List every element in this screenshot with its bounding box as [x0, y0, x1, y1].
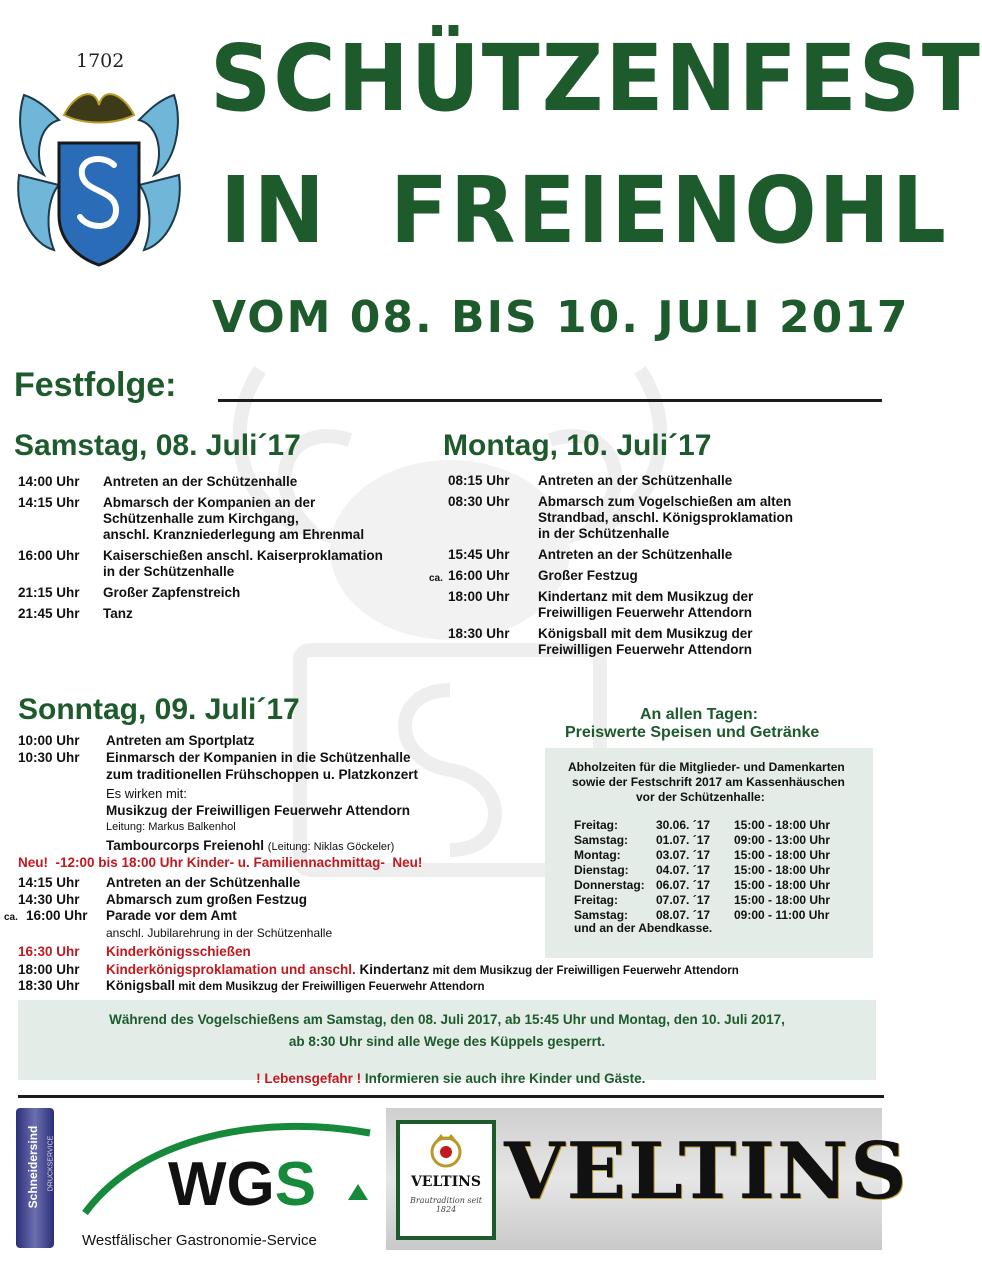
wgs-logo: WGS — [168, 1150, 317, 1219]
abendkasse: und an der Abendkasse. — [574, 921, 713, 935]
karten-date: 03.07. ´17 — [656, 848, 711, 862]
karten-date: 08.07. ´17 — [656, 908, 711, 922]
karten-time: 15:00 - 18:00 Uhr — [734, 863, 831, 877]
schedule-text: Tanz — [103, 606, 133, 621]
an-allen-tagen: An allen Tagen: — [640, 706, 758, 723]
schedule-text: Kaiserschießen anschl. Kaiserproklamation — [103, 548, 383, 563]
schedule-text: Abmarsch zum Vogelschießen am alten — [538, 494, 792, 509]
schedule-text: Freiwilligen Feuerwehr Attendorn — [538, 642, 753, 657]
karten-day: Freitag: — [574, 893, 619, 907]
tambourcorps: Tambourcorps Freienohl (Leitung: Niklas Göckeler) — [106, 838, 395, 853]
schedule-text: Großer Festzug — [538, 568, 638, 583]
sonntag-heading: Sonntag, 09. Juli´17 — [18, 693, 300, 726]
schedule-time: 14:15 Uhr — [18, 495, 80, 510]
schedule-time: 15:45 Uhr — [448, 547, 510, 562]
veltins-badge — [396, 1120, 496, 1240]
karten-intro-3: vor der Schützenhalle: — [636, 790, 765, 804]
montag-schedule — [429, 473, 870, 657]
schedule-text: Antreten an der Schützenhalle — [103, 474, 298, 489]
schedule-time: 18:30 Uhr — [448, 626, 510, 641]
veltins-banner — [386, 1108, 909, 1250]
karten-day: Montag: — [574, 848, 621, 862]
crest — [14, 45, 184, 270]
karten-date: 06.07. ´17 — [656, 878, 711, 892]
karten-time: 15:00 - 18:00 Uhr — [734, 893, 831, 907]
schedule-time: 21:45 Uhr — [18, 606, 80, 621]
schedule-text: Antreten an der Schützenhalle — [538, 547, 733, 562]
schedule-time: 16:00 Uhr — [448, 568, 510, 583]
karten-date: 30.06. ´17 — [656, 818, 711, 832]
samstag-schedule — [18, 474, 438, 624]
festfolge-label: Festfolge: — [14, 366, 177, 404]
karten-day: Donnerstag: — [574, 878, 645, 892]
karten-intro-2: sowie der Festschrift 2017 am Kassenhäuschen — [572, 775, 845, 789]
notice-line-2: ab 8:30 Uhr sind alle Wege des Küppels gesperrt. — [288, 1034, 606, 1049]
festfolge-underline — [218, 399, 882, 402]
karten-day: Samstag: — [574, 833, 629, 847]
karten-day: Samstag: — [574, 908, 629, 922]
montag-heading: Montag, 10. Juli´17 — [443, 429, 712, 462]
schedule-time: 21:15 Uhr — [18, 585, 80, 600]
schedule-text: Schützenhalle zum Kirchgang, — [103, 511, 299, 526]
karten-time: 09:00 - 11:00 Uhr — [734, 908, 830, 922]
crest-icon — [14, 65, 184, 265]
druckservice-text: DRUCKSERVICE — [47, 1135, 55, 1192]
notice-line-3: ! Lebensgefahr ! Informieren sie auch ihre Kinder und Gäste. — [256, 1071, 646, 1086]
samstag-heading: Samstag, 08. Juli´17 — [14, 429, 301, 462]
schedule-time: 08:15 Uhr — [448, 473, 510, 488]
veltins-wordmark: VELTINS — [504, 1126, 909, 1217]
title-line-2: IN FREIENOHL — [220, 157, 948, 265]
schedule-time: 08:30 Uhr — [448, 494, 510, 509]
crest-year: 1702 — [76, 50, 125, 72]
schedule-text: anschl. Kranzniederlegung am Ehrenmal — [103, 527, 365, 542]
leitung-balkenhol: Leitung: Markus Balkenhol — [106, 821, 236, 833]
title-line-1: SCHÜTZENFEST — [210, 25, 982, 133]
wgs-subtitle: Westfälischer Gastronomie-Service — [82, 1232, 317, 1249]
schedule-text: Strandbad, anschl. Königsproklamation — [538, 510, 794, 525]
schedule-text: Großer Zapfenstreich — [103, 585, 241, 600]
schedule-time: 18:00 Uhr — [448, 589, 510, 604]
karten-table — [574, 818, 864, 928]
schedule-text: Kindertanz mit dem Musikzug der — [538, 589, 754, 604]
schedule-time: 14:00 Uhr — [18, 474, 80, 489]
karten-date: 04.07. ´17 — [656, 863, 711, 877]
karten-time: 15:00 - 18:00 Uhr — [734, 878, 831, 892]
schneidersind-text: Schneidersind — [26, 1125, 40, 1209]
schedule-text: Königsball mit dem Musikzug der — [538, 626, 753, 641]
karten-day: Freitag: — [574, 818, 619, 832]
schedule-text: Abmarsch der Kompanien an der — [103, 495, 316, 510]
karten-day: Dienstag: — [574, 863, 629, 877]
es-wirken-mit: Es wirken mit: — [106, 786, 187, 801]
schedule-text: Antreten an der Schützenhalle — [538, 473, 733, 488]
veltins-badge-sub: Brautradition seit 1824 — [409, 1196, 482, 1214]
preiswerte-speisen: Preiswerte Speisen und Getränke — [565, 724, 820, 741]
veltins-crown-icon — [426, 1130, 466, 1170]
karten-time: 09:00 - 13:00 Uhr — [734, 833, 831, 847]
footer-divider — [18, 1095, 884, 1098]
karten-intro-1: Abholzeiten für die Mitglieder- und Damenkarten — [568, 760, 845, 774]
schedule-text: in der Schützenhalle — [538, 526, 670, 541]
karten-time: 15:00 - 18:00 Uhr — [734, 818, 831, 832]
schneidersind-logo — [16, 1108, 54, 1248]
karten-date: 01.07. ´17 — [656, 833, 711, 847]
schedule-text: Freiwilligen Feuerwehr Attendorn — [538, 605, 753, 620]
karten-time: 15:00 - 18:00 Uhr — [734, 848, 831, 862]
notice-line-1: Während des Vogelschießens am Samstag, den 08. Juli 2017, ab 15:45 Uhr und Montag, den 10. Juli 2017, — [109, 1012, 785, 1027]
schedule-text: in der Schützenhalle — [103, 564, 235, 579]
neu-familiennachmittag: Neu! -12:00 bis 18:00 Uhr Kinder- u. Familiennachmittag- Neu! — [18, 855, 423, 870]
date-range: VOM 08. BIS 10. JULI 2017 — [212, 292, 910, 343]
schedule-time: 16:00 Uhr — [18, 548, 80, 563]
circa-prefix: ca. — [429, 573, 443, 584]
veltins-badge-text: VELTINS — [410, 1174, 482, 1190]
karten-date: 07.07. ´17 — [656, 893, 711, 907]
